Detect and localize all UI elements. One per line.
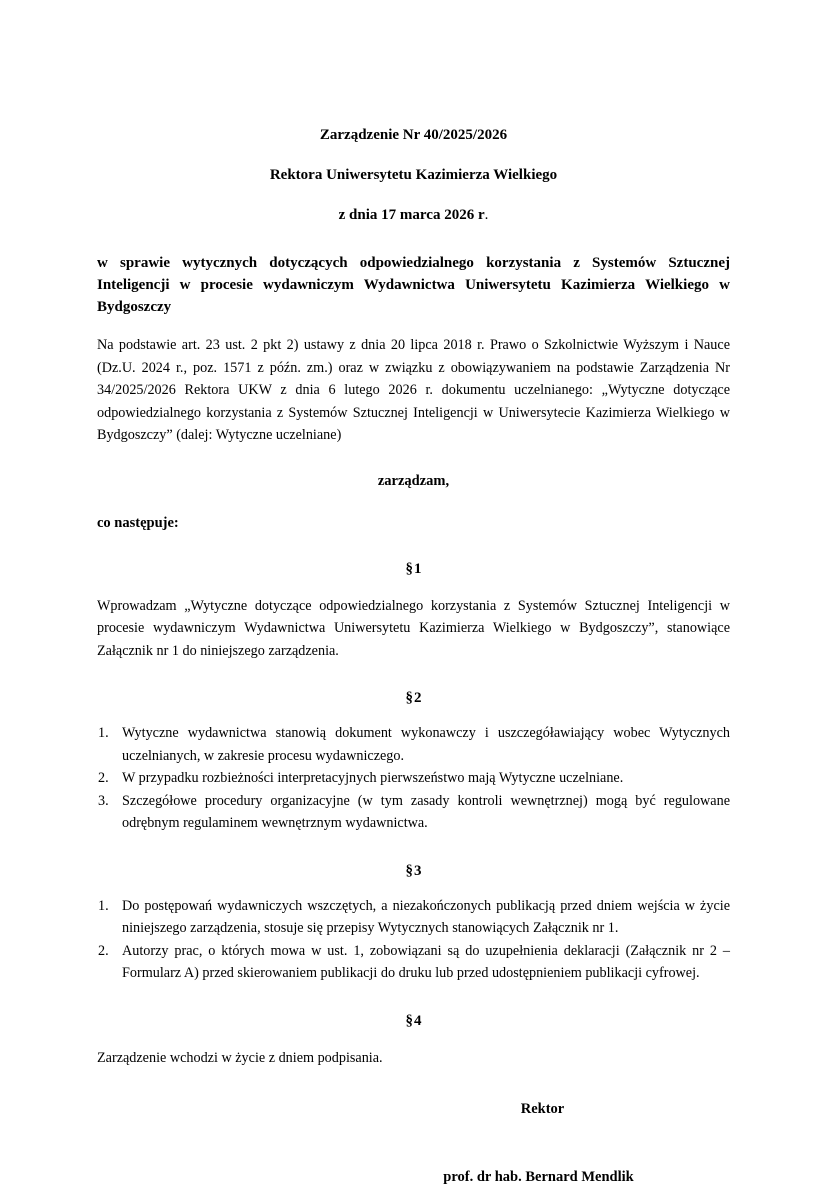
page-title: Zarządzenie Nr 40/2025/2026 bbox=[319, 127, 508, 143]
section-symbol-icon: § bbox=[405, 862, 413, 879]
issue-date-text: z dnia 17 marca 2026 r bbox=[338, 207, 485, 223]
list-item: Wytyczne wydawnictwa stanowią dokument wykonawczy i uszczegóławiający wobec Wytycznych uczelnianych, w zakresie procesu wydawniczego. bbox=[122, 725, 730, 764]
legal-basis-paragraph: Na podstawie art. 23 ust. 2 pkt 2) ustawy z dnia 20 lipca 2018 r. Prawo o Szkolnictwie Wyższym i Nauce (Dz.U. 2024 r., poz. 1571 z późn. zm.) oraz w związku z obowiązywaniem na podstawie Zarządzenia Nr 34/2025/2026 Rektora UKW z dnia 6 lutego 2026 r. dokumentu uczelnianego: „Wytyczne dotyczące odpowiedzialnego korzystania z Systemów Sztucznej Inteligencji w Uniwersytecie Kazimierza Wielkiego w Bydgoszczy” (dalej: Wytyczne uczelniane) bbox=[97, 337, 730, 443]
section-number-2: 2 bbox=[414, 690, 422, 706]
signatory-role: Rektor bbox=[520, 1101, 565, 1117]
issuing-authority: Rektora Uniwersytetu Kazimierza Wielkiego bbox=[269, 167, 558, 183]
section-symbol-icon: § bbox=[405, 1012, 413, 1029]
section-symbol-icon: § bbox=[405, 560, 413, 577]
subject-heading: w sprawie wytycznych dotyczących odpowiedzialnego korzystania z Systemów Sztucznej Inteligencji w procesie wydawniczym Wydawnictwa Uniwersytetu Kazimierza Wielkiego w Bydgoszczy bbox=[97, 255, 730, 315]
document-content bbox=[97, 0, 730, 1187]
section-heading-4 bbox=[97, 1011, 730, 1031]
section-heading-2 bbox=[97, 688, 730, 708]
section-number-1: 1 bbox=[414, 560, 422, 577]
enacting-follow: co następuje: bbox=[97, 514, 179, 531]
list-item: W przypadku rozbieżności interpretacyjnych pierwszeństwo mają Wytyczne uczelniane. bbox=[122, 770, 624, 786]
enacting-clause: zarządzam, bbox=[377, 472, 450, 489]
signatory-name: prof. dr hab. Bernard Mendlik bbox=[443, 1169, 634, 1185]
list-item: Szczegółowe procedury organizacyjne (w tym zasady kontroli wewnętrznej) mogą być regulowane odrębnym regulaminem wewnętrznym wydawnictwa. bbox=[122, 792, 730, 831]
section-symbol-icon: § bbox=[405, 690, 413, 706]
section-heading-3 bbox=[97, 861, 730, 881]
section-4-paragraph: Zarządzenie wchodzi w życie z dniem podpisania. bbox=[97, 1049, 383, 1066]
issue-date bbox=[97, 206, 730, 224]
list-item: Do postępowań wydawniczych wszczętych, a niezakończonych publikacją przed dniem wejścia w życie niniejszego zarządzenia, stosuje się przepisy Wytycznych stanowiących Załącznik nr 1. bbox=[122, 897, 730, 936]
section-3-list bbox=[97, 895, 730, 985]
section-heading-1 bbox=[97, 559, 730, 579]
issue-date-period: . bbox=[484, 207, 489, 223]
section-number-3: 3 bbox=[414, 862, 422, 879]
list-item: Autorzy prac, o których mowa w ust. 1, zobowiązani są do uzupełnienia deklaracji (Załącznik nr 2 – Formularz A) przed skierowaniem publikacji do druku lub przed udostępnieniem publikacji cyfrowej. bbox=[122, 942, 730, 981]
section-1-paragraph: Wprowadzam „Wytyczne dotyczące odpowiedzialnego korzystania z Systemów Sztucznej Inteligencji w procesie wydawniczym Wydawnictwa Uniwersytetu Kazimierza Wielkiego w Bydgoszczy”, stanowiące Załącznik nr 1 do niniejszego zarządzenia. bbox=[97, 597, 730, 659]
section-number-4: 4 bbox=[414, 1012, 422, 1029]
section-2-list bbox=[97, 722, 730, 835]
